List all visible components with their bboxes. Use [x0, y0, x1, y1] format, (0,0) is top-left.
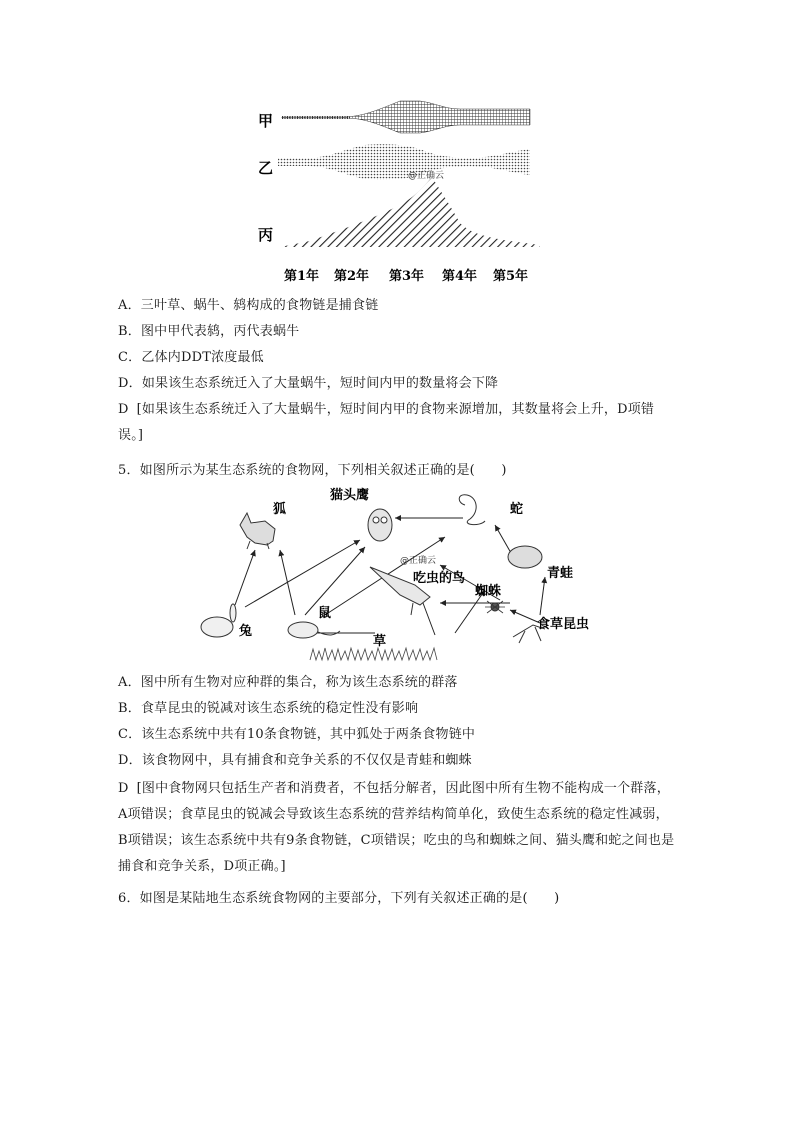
q4-answer: D: [118, 402, 129, 417]
label-snake: 蛇: [510, 502, 524, 517]
q5-answer: D: [118, 781, 129, 796]
row-label-yi: 乙: [258, 159, 274, 177]
frog-illustration: [508, 546, 542, 568]
q5-option-c: C．该生态系统中共有10条食物链，其中狐处于两条食物链中: [118, 727, 476, 742]
mouse-illustration: [288, 622, 340, 638]
row-label-jia: 甲: [258, 112, 274, 130]
rabbit-illustration: [201, 604, 236, 637]
population-figure: [250, 95, 550, 290]
fox-illustration: [240, 513, 275, 549]
yi-band: [278, 144, 530, 180]
q4-option-c: C．乙体内DDT浓度最低: [118, 350, 264, 365]
watermark: @正确云: [408, 171, 445, 181]
label-grass: 草: [373, 634, 387, 649]
snake-illustration: [459, 495, 485, 525]
year-4: 第4年: [442, 269, 478, 284]
grass-illustration: [310, 648, 437, 660]
label-mouse: 鼠: [318, 606, 332, 621]
q4-answer-block: [118, 397, 678, 449]
year-1: 第1年: [284, 269, 320, 284]
q5-stem: 5．如图所示为某生态系统的食物网，下列相关叙述正确的是( ): [118, 463, 507, 478]
label-spider: 蜘蛛: [475, 584, 502, 599]
q4-explanation: [如果该生态系统迁入了大量蜗牛，短时间内甲的食物来源增加，其数量将会上升，D项错误。]: [118, 402, 655, 443]
q5-option-b: B．食草昆虫的锐减对该生态系统的稳定性没有影响: [118, 701, 419, 716]
label-fox: 狐: [273, 502, 287, 517]
year-5: 第5年: [493, 269, 529, 284]
label-insect: 食草昆虫: [537, 617, 590, 632]
watermark-2: @正确云: [400, 556, 437, 566]
owl-illustration: [368, 509, 392, 541]
year-2: 第2年: [334, 269, 370, 284]
row-label-bing: 丙: [258, 226, 274, 244]
q4-option-b: B．图中甲代表鸫，丙代表蜗牛: [118, 324, 300, 339]
year-3: 第3年: [389, 269, 425, 284]
label-rabbit: 兔: [239, 624, 253, 639]
jia-band: [282, 101, 530, 133]
label-frog: 青蛙: [547, 566, 574, 581]
q4-option-d: D．如果该生态系统迁入了大量蜗牛，短时间内甲的数量将会下降: [118, 376, 499, 391]
q4-option-a: A．三叶草、蜗牛、鸫构成的食物链是捕食链: [118, 298, 379, 313]
q5-answer-block: [118, 776, 678, 880]
q5-option-a: A．图中所有生物对应种群的集合，称为该生态系统的群落: [118, 675, 458, 690]
q5-option-d: D．该食物网中，具有捕食和竞争关系的不仅仅是青蛙和蜘蛛: [118, 753, 472, 768]
q6-stem: 6．如图是某陆地生态系统食物网的主要部分，下列有关叙述正确的是( ): [118, 891, 560, 906]
label-bird: 吃虫的鸟: [413, 571, 466, 586]
q5-explanation: [图中食物网只包括生产者和消费者，不包括分解者，因此图中所有生物不能构成一个群落，A项错误；食草昆虫的锐减会导致该生态系统的营养结构简单化，致使生态系统的稳定性减弱，B项错误；该生态系统中共有9条食物链，C项错误；吃虫的鸟和蜘蛛之间、猫头鹰和蛇之间也是捕食和竞争关系，D项正确。]: [118, 781, 675, 874]
label-owl: 猫头鹰: [330, 488, 370, 503]
bing-area: [280, 177, 540, 247]
food-web-figure: [195, 485, 615, 665]
